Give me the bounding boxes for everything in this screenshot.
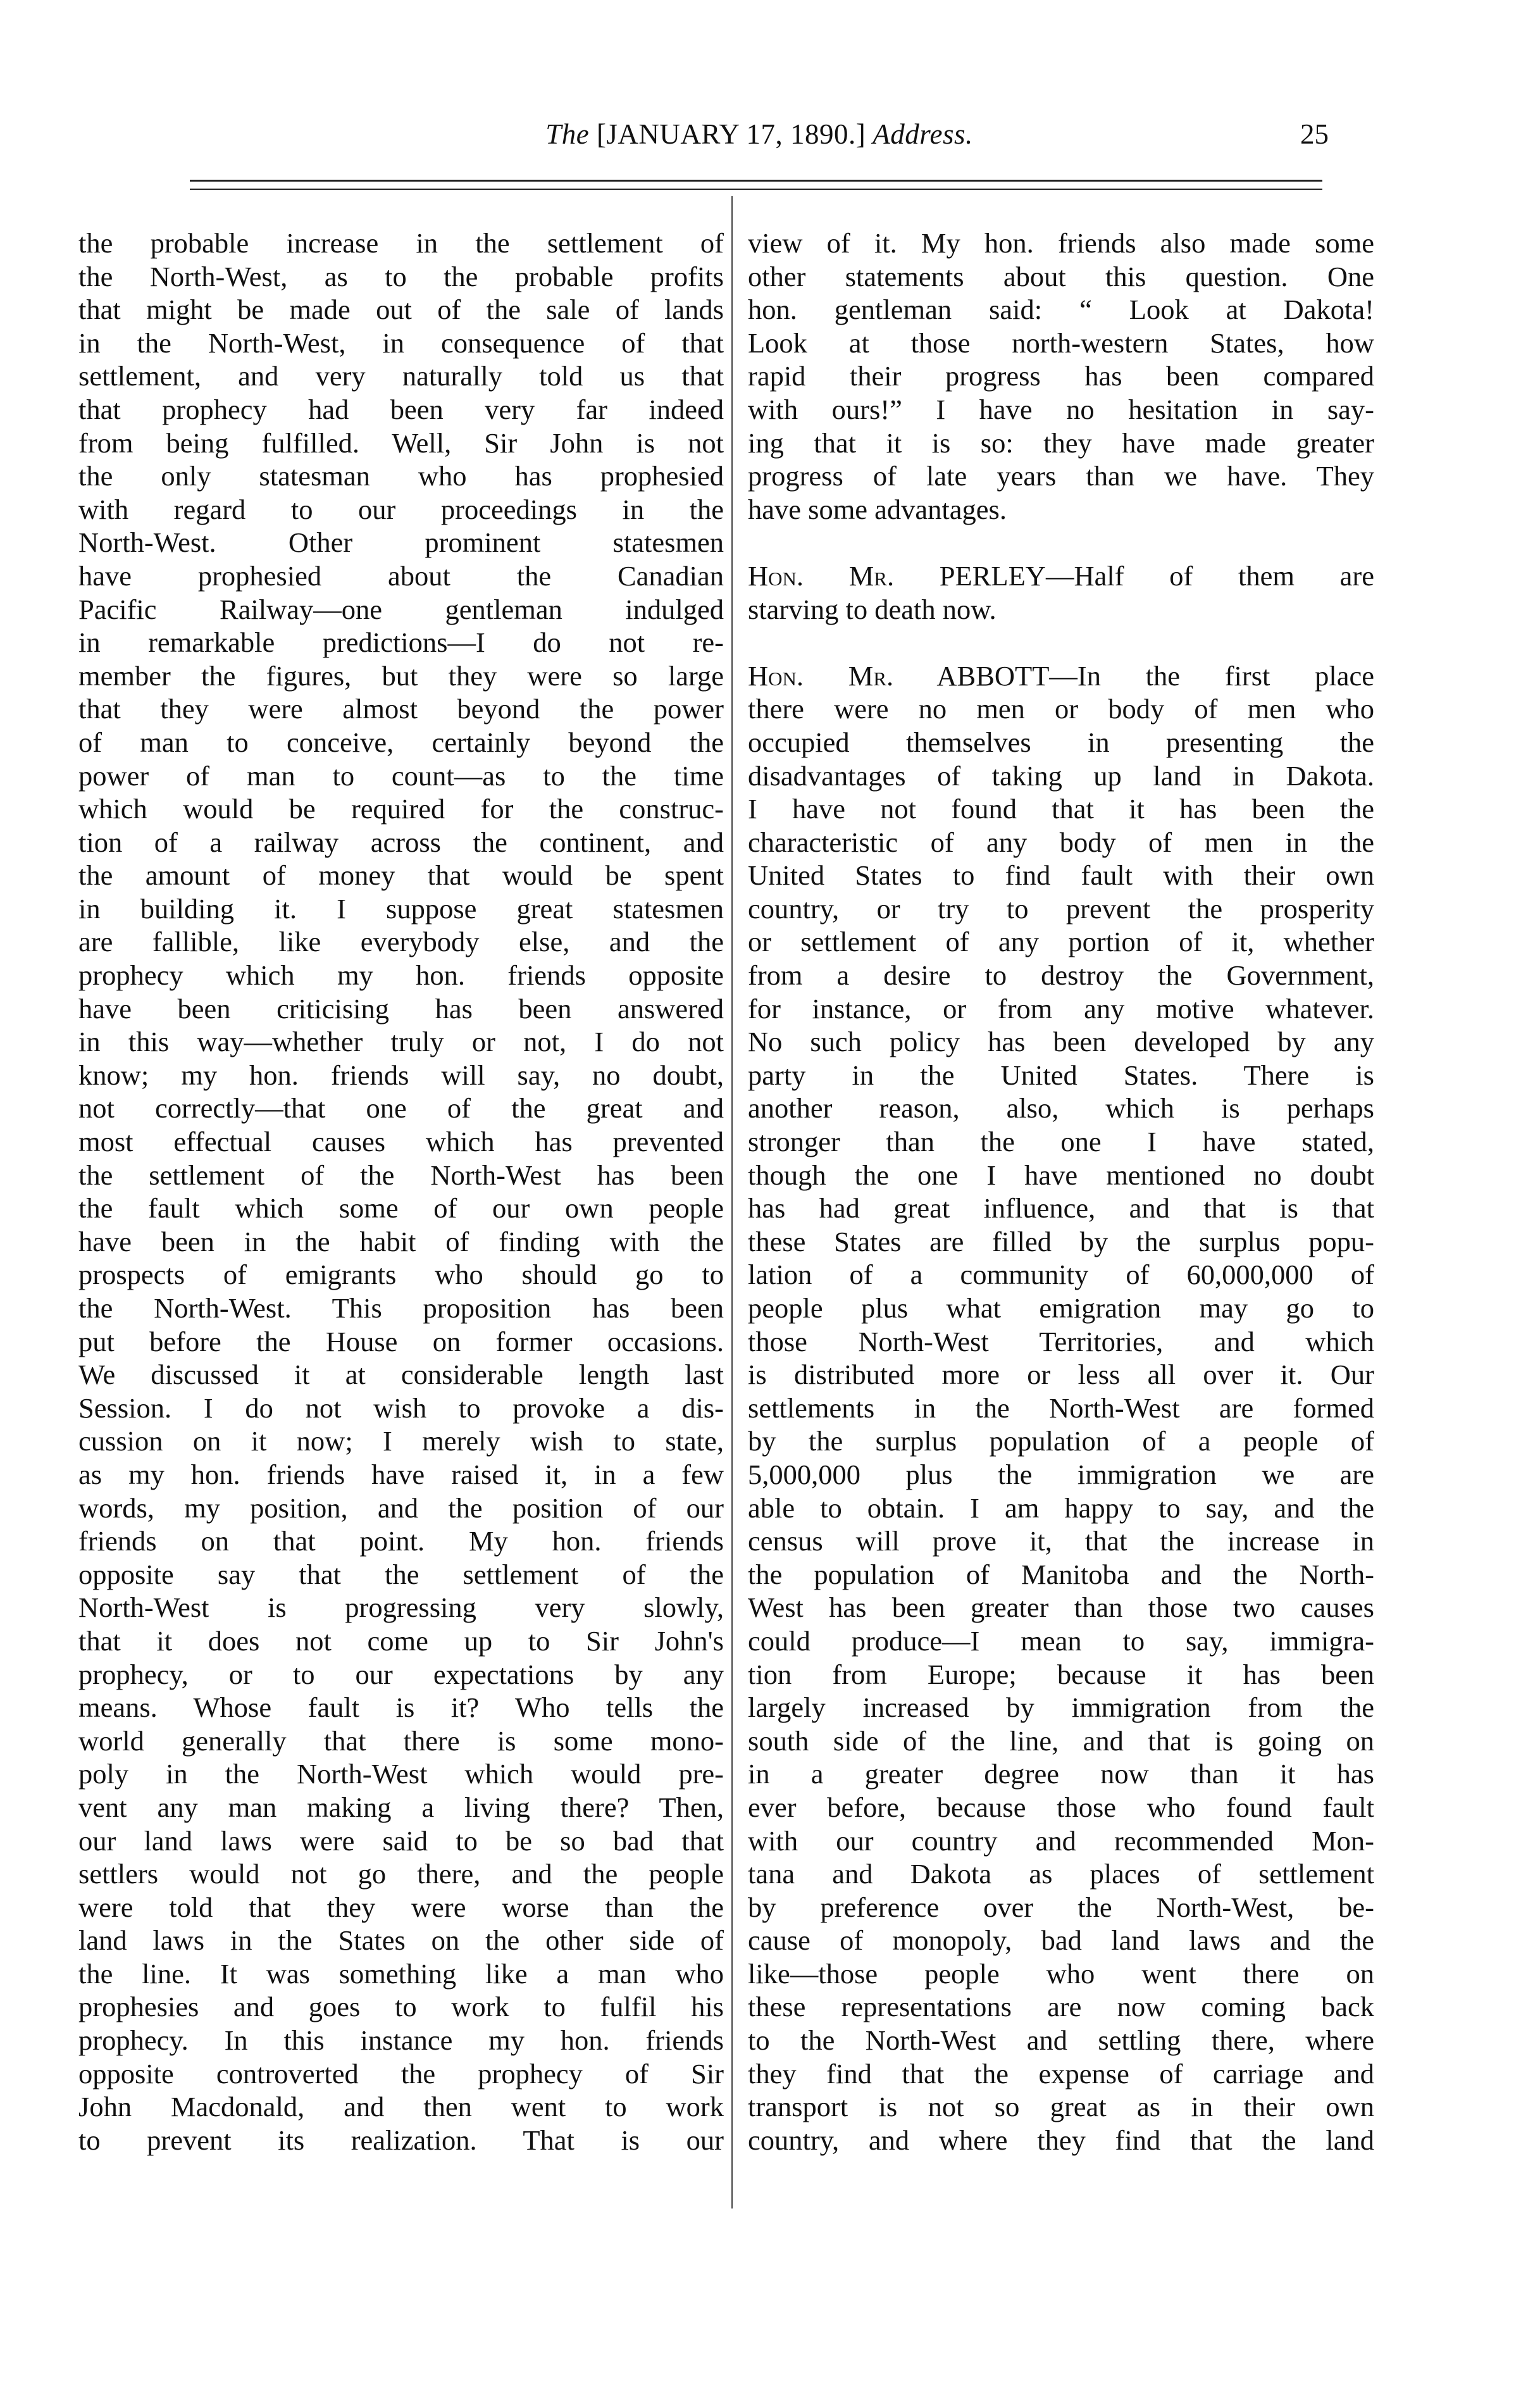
text-line: in remarkable predictions—I do not re- (78, 626, 724, 659)
text-line: friends on that point. My hon. friends (78, 1525, 724, 1557)
text-line: ever before, because those who found fault (748, 1791, 1374, 1823)
text-line: or settlement of any portion of it, whether (748, 926, 1374, 958)
text-line: those North-West Territories, and which (748, 1325, 1374, 1357)
text-line: vent any man making a living there? Then, (78, 1791, 724, 1823)
text-line: tion of a railway across the continent, and (78, 826, 724, 858)
text-line: opposite controverted the prophecy of Sir (78, 2057, 724, 2090)
text-line: ing that it is so: they have made greater (748, 427, 1374, 459)
text-line: North-West is progressing very slowly, (78, 1592, 724, 1624)
text-line: that might be made out of the sale of lands (78, 294, 724, 326)
text-line: most effectual causes which has prevented (78, 1126, 724, 1158)
text-line (748, 659, 1374, 693)
text-line: there were no men or body of men who (748, 693, 1374, 725)
paragraph-gap (748, 526, 1374, 559)
text-line: that they were almost beyond the power (78, 693, 724, 725)
text-line: the North-West, as to the probable profits (78, 260, 724, 292)
text-line: words, my position, and the position of our (78, 1492, 724, 1524)
text-line: settlers would not go there, and the people (78, 1858, 724, 1890)
text-line: as my hon. friends have raised it, in a few (78, 1458, 724, 1490)
text-line: the North-West. This proposition has been (78, 1292, 724, 1324)
text-line: were told that they were worse than the (78, 1891, 724, 1923)
running-head-section: Address. (872, 118, 973, 150)
text-line: able to obtain. I am happy to say, and the (748, 1492, 1374, 1524)
text-line: the amount of money that would be spent (78, 859, 724, 892)
text-line: characteristic of any body of men in the (748, 826, 1374, 858)
text-line: John Macdonald, and then went to work (78, 2091, 724, 2123)
text-line: progress of late years than we have. They (748, 460, 1374, 492)
text-line: United States to find fault with their own (748, 859, 1374, 892)
right-column (748, 227, 1374, 2220)
text-line: We discussed it at considerable length last (78, 1359, 724, 1391)
text-line: in a greater degree now than it has (748, 1758, 1374, 1790)
text-line: poly in the North-West which would pre- (78, 1758, 724, 1790)
text-line: that it does not come up to Sir John's (78, 1624, 724, 1657)
left-column (78, 227, 724, 2220)
text-line: cussion on it now; I merely wish to state, (78, 1425, 724, 1457)
text-line: the population of Manitoba and the North- (748, 1558, 1374, 1590)
text-line: for instance, or from any motive whatever. (748, 992, 1374, 1025)
text-line: lation of a community of 60,000,000 of (748, 1259, 1374, 1291)
text-line: the fault which some of our own people (78, 1192, 724, 1224)
text-line: West has been greater than those two causes (748, 1592, 1374, 1624)
text-line: the line. It was something like a man who (78, 1957, 724, 1990)
text-line: settlements in the North-West are formed (748, 1392, 1374, 1424)
header-rule-thick (190, 180, 1322, 182)
text-line: I have not found that it has been the (748, 793, 1374, 825)
text-line: are fallible, like everybody else, and the (78, 926, 724, 958)
text-line: transport is not so great as in their own (748, 2091, 1374, 2123)
text-line: of man to conceive, certainly beyond the (78, 726, 724, 758)
text-line: country, and where they find that the land (748, 2124, 1374, 2156)
text-line: tion from Europe; because it has been (748, 1658, 1374, 1690)
text-line: south side of the line, and that is going on (748, 1724, 1374, 1757)
speaker-name: Hon. Mr. PERLEY (748, 559, 1046, 592)
text-line: prophecy which my hon. friends opposite (78, 959, 724, 992)
text-line: in this way—whether truly or not, I do not (78, 1026, 724, 1058)
text-line: these States are filled by the surplus popu- (748, 1225, 1374, 1257)
text-line: people plus what emigration may go to (748, 1292, 1374, 1324)
text-line: party in the United States. There is (748, 1059, 1374, 1091)
text-line: disadvantages of taking up land in Dakota. (748, 759, 1374, 792)
text-line: prophesies and goes to work to fulfil his (78, 1991, 724, 2023)
text-line: to the North-West and settling there, where (748, 2024, 1374, 2057)
text-line: have some advantages. (748, 493, 1007, 525)
text-line: which would be required for the construc- (78, 793, 724, 825)
text-line: tana and Dakota as places of settlement (748, 1858, 1374, 1890)
running-head-date: [JANUARY 17, 1890.] (596, 118, 866, 150)
page-number: 25 (1300, 118, 1329, 150)
text-line: has had great influence, and that is that (748, 1192, 1374, 1224)
text-line: to prevent its realization. That is our (78, 2124, 724, 2156)
text-line: other statements about this question. One (748, 260, 1374, 292)
text-line: with ours!” I have no hesitation in say- (748, 393, 1374, 425)
running-head-title: The (545, 118, 590, 150)
text-line: put before the House on former occasions. (78, 1325, 724, 1357)
text-line: prospects of emigrants who should go to (78, 1259, 724, 1291)
text-line: Look at those north-western States, how (748, 327, 1374, 359)
text-line: member the figures, but they were so large (78, 659, 724, 692)
text-line: world generally that there is some mono- (78, 1724, 724, 1757)
text-line: starving to death now. (748, 593, 997, 625)
text-line: our land laws were said to be so bad that (78, 1824, 724, 1857)
text-line: means. Whose fault is it? Who tells the (78, 1691, 724, 1724)
text-line: North-West. Other prominent statesmen (78, 526, 724, 559)
text-line: with regard to our proceedings in the (78, 493, 724, 525)
header-rule-thin (190, 189, 1322, 190)
text-line: opposite say that the settlement of the (78, 1558, 724, 1590)
speaker-name: Hon. Mr. ABBOTT (748, 659, 1050, 692)
text-line: rapid their progress has been compared (748, 360, 1374, 392)
running-head (190, 118, 1329, 151)
text-line: though the one I have mentioned no doubt (748, 1159, 1374, 1191)
text-line: could produce—I mean to say, immigra- (748, 1624, 1374, 1657)
text-line: is distributed more or less all over it. Our (748, 1359, 1374, 1391)
text-line: Session. I do not wish to provoke a dis- (78, 1392, 724, 1424)
page-header (190, 118, 1329, 168)
paragraph-abbott (748, 659, 1374, 2157)
text-line: they find that the expense of carriage and (748, 2057, 1374, 2090)
text-line: stronger than the one I have stated, (748, 1126, 1374, 1158)
text-line: another reason, also, which is perhaps (748, 1092, 1374, 1124)
line-text: —In the first place (1049, 659, 1374, 692)
text-line: know; my hon. friends will say, no doubt, (78, 1059, 724, 1091)
text-line: prophecy. In this instance my hon. friends (78, 2024, 724, 2057)
text-line: power of man to count—as to the time (78, 759, 724, 792)
text-line: from a desire to destroy the Government, (748, 959, 1374, 992)
text-line: country, or try to prevent the prosperity (748, 892, 1374, 925)
text-line: that prophecy had been very far indeed (78, 393, 724, 425)
text-line: have prophesied about the Canadian (78, 559, 724, 592)
text-line: by the surplus population of a people of (748, 1425, 1374, 1457)
text-line: like—those people who went there on (748, 1957, 1374, 1990)
text-line: Pacific Railway—one gentleman indulged (78, 593, 724, 625)
column-divider (731, 196, 733, 2208)
text-line: with our country and recommended Mon- (748, 1824, 1374, 1857)
text-line: No such policy has been developed by any (748, 1026, 1374, 1058)
text-line: 5,000,000 plus the immigration we are (748, 1458, 1374, 1490)
text-line: view of it. My hon. friends also made some (748, 227, 1374, 259)
text-line (748, 559, 1374, 593)
text-line: in the North-West, in consequence of that (78, 327, 724, 359)
text-line: the only statesman who has prophesied (78, 460, 724, 492)
line-text: —Half of them are (1045, 559, 1374, 592)
text-line: not correctly—that one of the great and (78, 1092, 724, 1124)
text-line: the probable increase in the settlement of (78, 227, 724, 259)
text-line: cause of monopoly, bad land laws and the (748, 1924, 1374, 1957)
text-line: the settlement of the North-West has been (78, 1159, 724, 1191)
text-line: in building it. I suppose great statesmen (78, 892, 724, 925)
text-line: have been in the habit of finding with the (78, 1225, 724, 1257)
text-line: census will prove it, that the increase in (748, 1525, 1374, 1557)
text-line: from being fulfilled. Well, Sir John is not (78, 427, 724, 459)
text-line: have been criticising has been answered (78, 992, 724, 1025)
paragraph-perley (748, 559, 1374, 626)
text-line: by preference over the North-West, be- (748, 1891, 1374, 1923)
text-line: occupied themselves in presenting the (748, 726, 1374, 758)
paragraph-gap (748, 626, 1374, 659)
text-line: settlement, and very naturally told us that (78, 360, 724, 392)
paragraph-view-of-it (748, 227, 1374, 526)
text-line: prophecy, or to our expectations by any (78, 1658, 724, 1690)
text-line: largely increased by immigration from the (748, 1691, 1374, 1724)
text-line: land laws in the States on the other side of (78, 1924, 724, 1957)
text-line: hon. gentleman said: “ Look at Dakota! (748, 294, 1374, 326)
text-line: these representations are now coming back (748, 1991, 1374, 2023)
